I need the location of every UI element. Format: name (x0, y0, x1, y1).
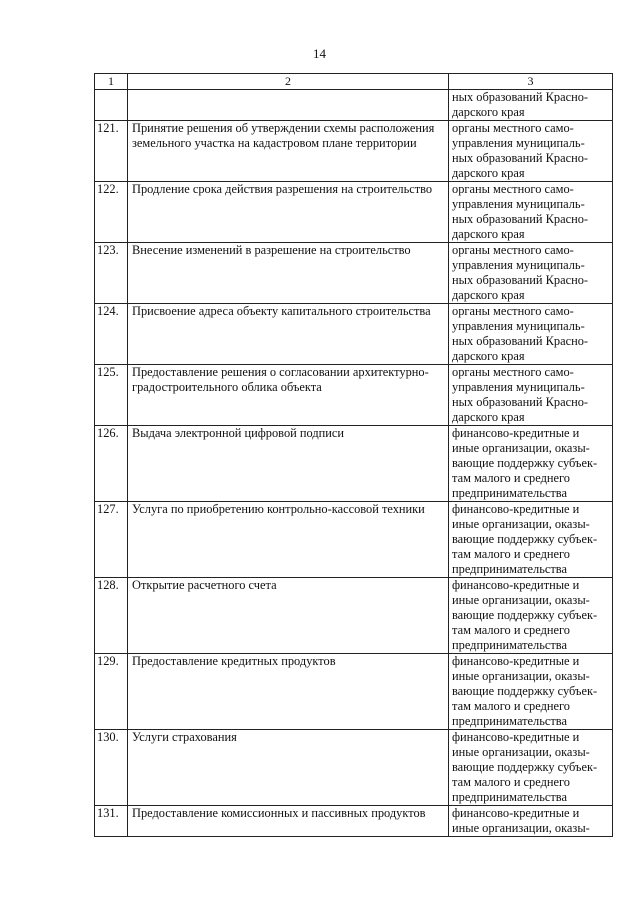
organization-line: финансово-кредитные и (452, 502, 580, 516)
row-number: 128. (95, 578, 128, 654)
table-row (95, 502, 613, 578)
row-number: 124. (95, 304, 128, 365)
organization-line: ных образований Красно- (452, 151, 589, 165)
organization-line: управления муниципаль- (452, 136, 585, 150)
organization-line: управления муниципаль- (452, 380, 585, 394)
service-name: Присвоение адреса объекту капитального строительства (128, 304, 449, 365)
table-header-row (95, 74, 613, 90)
service-name: Открытие расчетного счета (128, 578, 449, 654)
responsible-organization (449, 90, 613, 121)
organization-line: там малого и среднего (452, 471, 570, 485)
organization-line: дарского края (452, 410, 525, 424)
organization-line: иные организации, оказы- (452, 517, 590, 531)
table-row (95, 578, 613, 654)
organization-line: дарского края (452, 349, 525, 363)
organization-line: там малого и среднего (452, 547, 570, 561)
row-number: 131. (95, 806, 128, 837)
organization-line: дарского края (452, 105, 525, 119)
service-name: Продление срока действия разрешения на строительство (128, 182, 449, 243)
table-row (95, 730, 613, 806)
organization-line: финансово-кредитные и (452, 426, 580, 440)
organization-line: органы местного само- (452, 121, 574, 135)
row-number (95, 90, 128, 121)
table-row (95, 182, 613, 243)
table-row (95, 365, 613, 426)
table-body (95, 74, 613, 837)
organization-line: управления муниципаль- (452, 197, 585, 211)
organization-line: там малого и среднего (452, 623, 570, 637)
service-name: Предоставление комиссионных и пассивных продуктов (128, 806, 449, 837)
row-number: 129. (95, 654, 128, 730)
row-number: 126. (95, 426, 128, 502)
organization-line: иные организации, оказы- (452, 669, 590, 683)
table-row (95, 654, 613, 730)
responsible-organization (449, 654, 613, 730)
organization-line: предпринимательства (452, 714, 567, 728)
service-name (128, 90, 449, 121)
organization-line: ных образований Красно- (452, 90, 589, 104)
row-number: 130. (95, 730, 128, 806)
table-row (95, 806, 613, 837)
header-cell-3: 3 (449, 74, 613, 90)
organization-line: иные организации, оказы- (452, 441, 590, 455)
table-row (95, 243, 613, 304)
table-row (95, 90, 613, 121)
organization-line: органы местного само- (452, 182, 574, 196)
organization-line: управления муниципаль- (452, 258, 585, 272)
organization-line: предпринимательства (452, 562, 567, 576)
table-row (95, 121, 613, 182)
organization-line: дарского края (452, 166, 525, 180)
organization-line: финансово-кредитные и (452, 578, 580, 592)
organization-line: вающие поддержку субъек- (452, 684, 598, 698)
organization-line: ных образований Красно- (452, 273, 589, 287)
organization-line: ных образований Красно- (452, 334, 589, 348)
organization-line: ных образований Красно- (452, 212, 589, 226)
organization-line: управления муниципаль- (452, 319, 585, 333)
organization-line: вающие поддержку субъек- (452, 532, 598, 546)
organization-line: ных образований Красно- (452, 395, 589, 409)
responsible-organization (449, 730, 613, 806)
responsible-organization (449, 426, 613, 502)
header-cell-2: 2 (128, 74, 449, 90)
service-name: Принятие решения об утверждении схемы расположения земельного участка на кадастровом плане территории (128, 121, 449, 182)
responsible-organization (449, 243, 613, 304)
organization-line: вающие поддержку субъек- (452, 608, 598, 622)
responsible-organization (449, 578, 613, 654)
row-number: 125. (95, 365, 128, 426)
organization-line: предпринимательства (452, 486, 567, 500)
organization-line: вающие поддержку субъек- (452, 760, 598, 774)
row-number: 127. (95, 502, 128, 578)
organization-line: дарского края (452, 288, 525, 302)
service-name: Внесение изменений в разрешение на строительство (128, 243, 449, 304)
organization-line: вающие поддержку субъек- (452, 456, 598, 470)
organization-line: финансово-кредитные и (452, 806, 580, 820)
responsible-organization (449, 304, 613, 365)
service-name: Предоставление кредитных продуктов (128, 654, 449, 730)
organization-line: дарского края (452, 227, 525, 241)
responsible-organization (449, 502, 613, 578)
service-name: Услуги страхования (128, 730, 449, 806)
table-row (95, 304, 613, 365)
services-table (94, 73, 613, 837)
responsible-organization (449, 182, 613, 243)
responsible-organization (449, 806, 613, 837)
row-number: 123. (95, 243, 128, 304)
row-number: 122. (95, 182, 128, 243)
organization-line: предпринимательства (452, 638, 567, 652)
organization-line: иные организации, оказы- (452, 821, 590, 835)
organization-line: органы местного само- (452, 304, 574, 318)
organization-line: там малого и среднего (452, 699, 570, 713)
responsible-organization (449, 365, 613, 426)
page-number: 14 (313, 46, 326, 61)
service-name: Выдача электронной цифровой подписи (128, 426, 449, 502)
service-name: Услуга по приобретению контрольно-кассовой техники (128, 502, 449, 578)
organization-line: иные организации, оказы- (452, 593, 590, 607)
organization-line: иные организации, оказы- (452, 745, 590, 759)
organization-line: органы местного само- (452, 365, 574, 379)
organization-line: предпринимательства (452, 790, 567, 804)
organization-line: финансово-кредитные и (452, 654, 580, 668)
organization-line: финансово-кредитные и (452, 730, 580, 744)
table-row (95, 426, 613, 502)
organization-line: там малого и среднего (452, 775, 570, 789)
responsible-organization (449, 121, 613, 182)
service-name: Предоставление решения о согласовании архитектурно-градостроительного облика объекта (128, 365, 449, 426)
organization-line: органы местного само- (452, 243, 574, 257)
row-number: 121. (95, 121, 128, 182)
header-cell-1: 1 (95, 74, 128, 90)
